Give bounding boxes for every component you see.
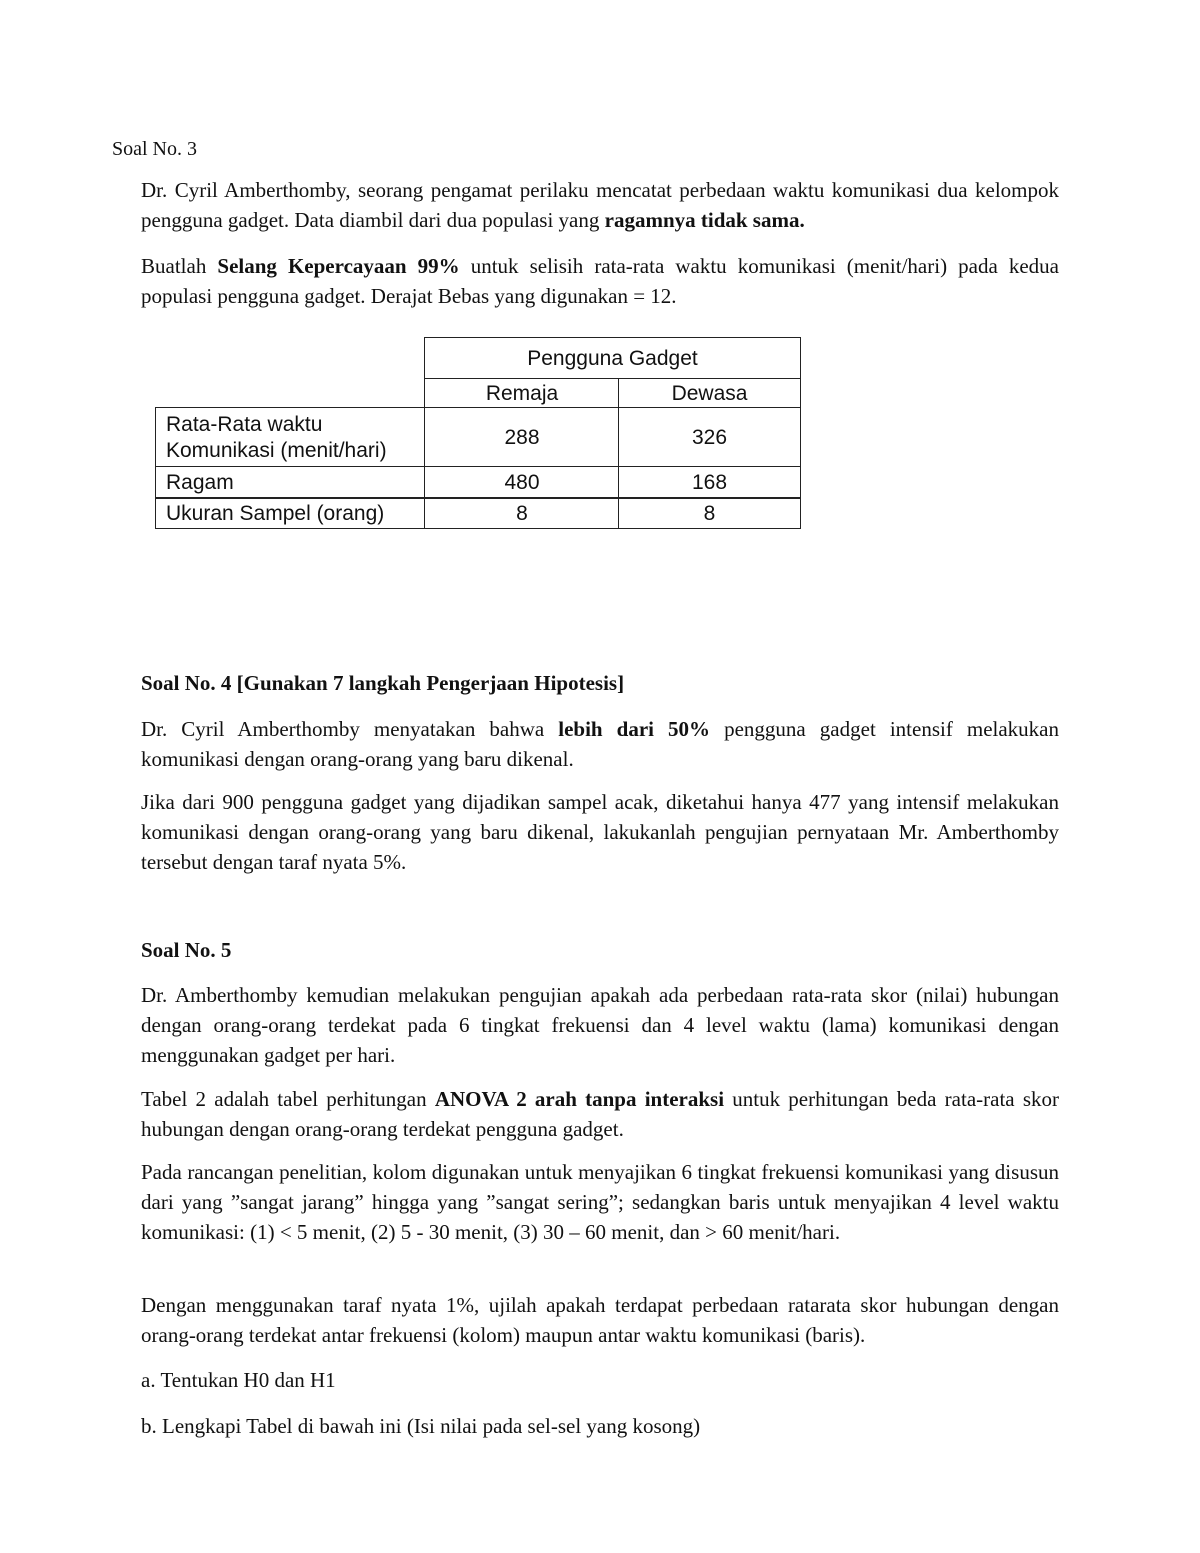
soal-5-paragraph-4 [141, 1290, 1059, 1350]
table-col-remaja: Remaja [424, 378, 620, 409]
soal-3-p2-text-a: Buatlah [141, 254, 218, 278]
soal-5-p3-text: Pada rancangan penelitian, kolom digunakan untuk menyajikan 6 tingkat frekuensi komunikasi yang disusun dari yang ”sangat jarang” hingga yang ”sangat sering”; sedangkan baris untuk menyajikan 4 level waktu komunikasi: (1) < 5 menit, (2) 5 - 30 menit, (3) 30 – 60 menit, dan > 60 menit/hari. [141, 1160, 1059, 1244]
soal-5-paragraph-2 [141, 1084, 1059, 1144]
soal-4-heading: Soal No. 4 [Gunakan 7 langkah Pengerjaan Hipotesis] [141, 671, 625, 695]
table-row-label-ukuran-sampel: Ukuran Sampel (orang) [155, 497, 426, 529]
soal-4-paragraph-1 [141, 714, 1059, 774]
soal-5-p2-text-c: untuk perhitungan beda rata-rata skor hubungan dengan orang-orang terdekat pengguna gadget. [141, 1087, 1059, 1141]
table-row-label-rata-rata: Rata-Rata waktu Komunikasi (menit/hari) [155, 407, 426, 468]
soal-5-heading: Soal No. 5 [141, 938, 232, 962]
soal-3-paragraph-2 [141, 251, 1059, 311]
table-cell-ukuran-dewasa: 8 [618, 497, 801, 529]
table-cell-rata-rata-dewasa: 326 [618, 407, 801, 468]
table-col-dewasa: Dewasa [618, 378, 801, 409]
table-group-header: Pengguna Gadget [424, 337, 801, 380]
table-cell-rata-rata-remaja: 288 [424, 407, 620, 468]
soal-5-paragraph-3 [141, 1157, 1059, 1247]
soal-5-p4-text: Dengan menggunakan taraf nyata 1%, ujilah apakah terdapat perbedaan ratarata skor hubungan dengan orang-orang terdekat antar frekuensi (kolom) maupun antar waktu komunikasi (baris). [141, 1293, 1059, 1347]
soal-5-p2-bold: ANOVA 2 arah tanpa interaksi [434, 1087, 725, 1111]
soal-3-heading: Soal No. 3 [112, 138, 197, 160]
soal-4-paragraph-2 [141, 787, 1059, 877]
soal-3-p2-text-c: untuk selisih rata-rata waktu komunikasi (menit/hari) pada kedua populasi pengguna gadget. Derajat Bebas yang digunakan = 12. [141, 254, 1059, 308]
soal-5-item-a-text: a. Tentukan H0 dan H1 [141, 1368, 336, 1392]
soal-4-p1-text-c: pengguna gadget intensif melakukan komunikasi dengan orang-orang yang baru dikenal. [141, 717, 1060, 771]
soal-5-heading-block [141, 935, 1059, 965]
soal-5-paragraph-1 [141, 980, 1059, 1070]
soal-5-item-b [141, 1411, 1059, 1441]
soal-5-p1-text: Dr. Amberthomby kemudian melakukan pengujian apakah ada perbedaan rata-rata skor (nilai) hubungan dengan orang-orang terdekat pada 6 tingkat frekuensi dan 4 level waktu (lama) komunikasi dengan menggunakan gadget per hari. [141, 983, 1059, 1067]
soal-3-p2-bold: Selang Kepercayaan 99% [217, 254, 460, 278]
soal-4-p1-bold: lebih dari 50% [558, 717, 711, 741]
soal-5-p2-text-a: Tabel 2 adalah tabel perhitungan [141, 1087, 435, 1111]
soal-4-p1-text-a: Dr. Cyril Amberthomby menyatakan bahwa [141, 717, 559, 741]
table-row-label-ragam: Ragam [155, 466, 426, 499]
soal-5-item-a [141, 1365, 1059, 1395]
soal-3-paragraph-1 [141, 175, 1059, 235]
soal-3-data-table [155, 337, 801, 529]
soal-5-item-b-text: b. Lengkapi Tabel di bawah ini (Isi nilai pada sel-sel yang kosong) [141, 1414, 701, 1438]
table-cell-ragam-dewasa: 168 [618, 466, 801, 499]
soal-3-p1-text: Dr. Cyril Amberthomby, seorang pengamat perilaku mencatat perbedaan waktu komunikasi dua kelompok pengguna gadget. Data diambil dari dua populasi yang [141, 178, 1059, 232]
soal-4-p2-text: Jika dari 900 pengguna gadget yang dijadikan sampel acak, diketahui hanya 477 yang intensif melakukan komunikasi dengan orang-orang yang baru dikenal, lakukanlah pengujian pernyataan Mr. Amberthomby tersebut dengan taraf nyata 5%. [141, 790, 1059, 874]
table-cell-ragam-remaja: 480 [424, 466, 620, 499]
soal-4-heading-block [141, 668, 1059, 698]
soal-3-p1-bold: ragamnya tidak sama. [604, 208, 805, 232]
table-cell-ukuran-remaja: 8 [424, 497, 620, 529]
